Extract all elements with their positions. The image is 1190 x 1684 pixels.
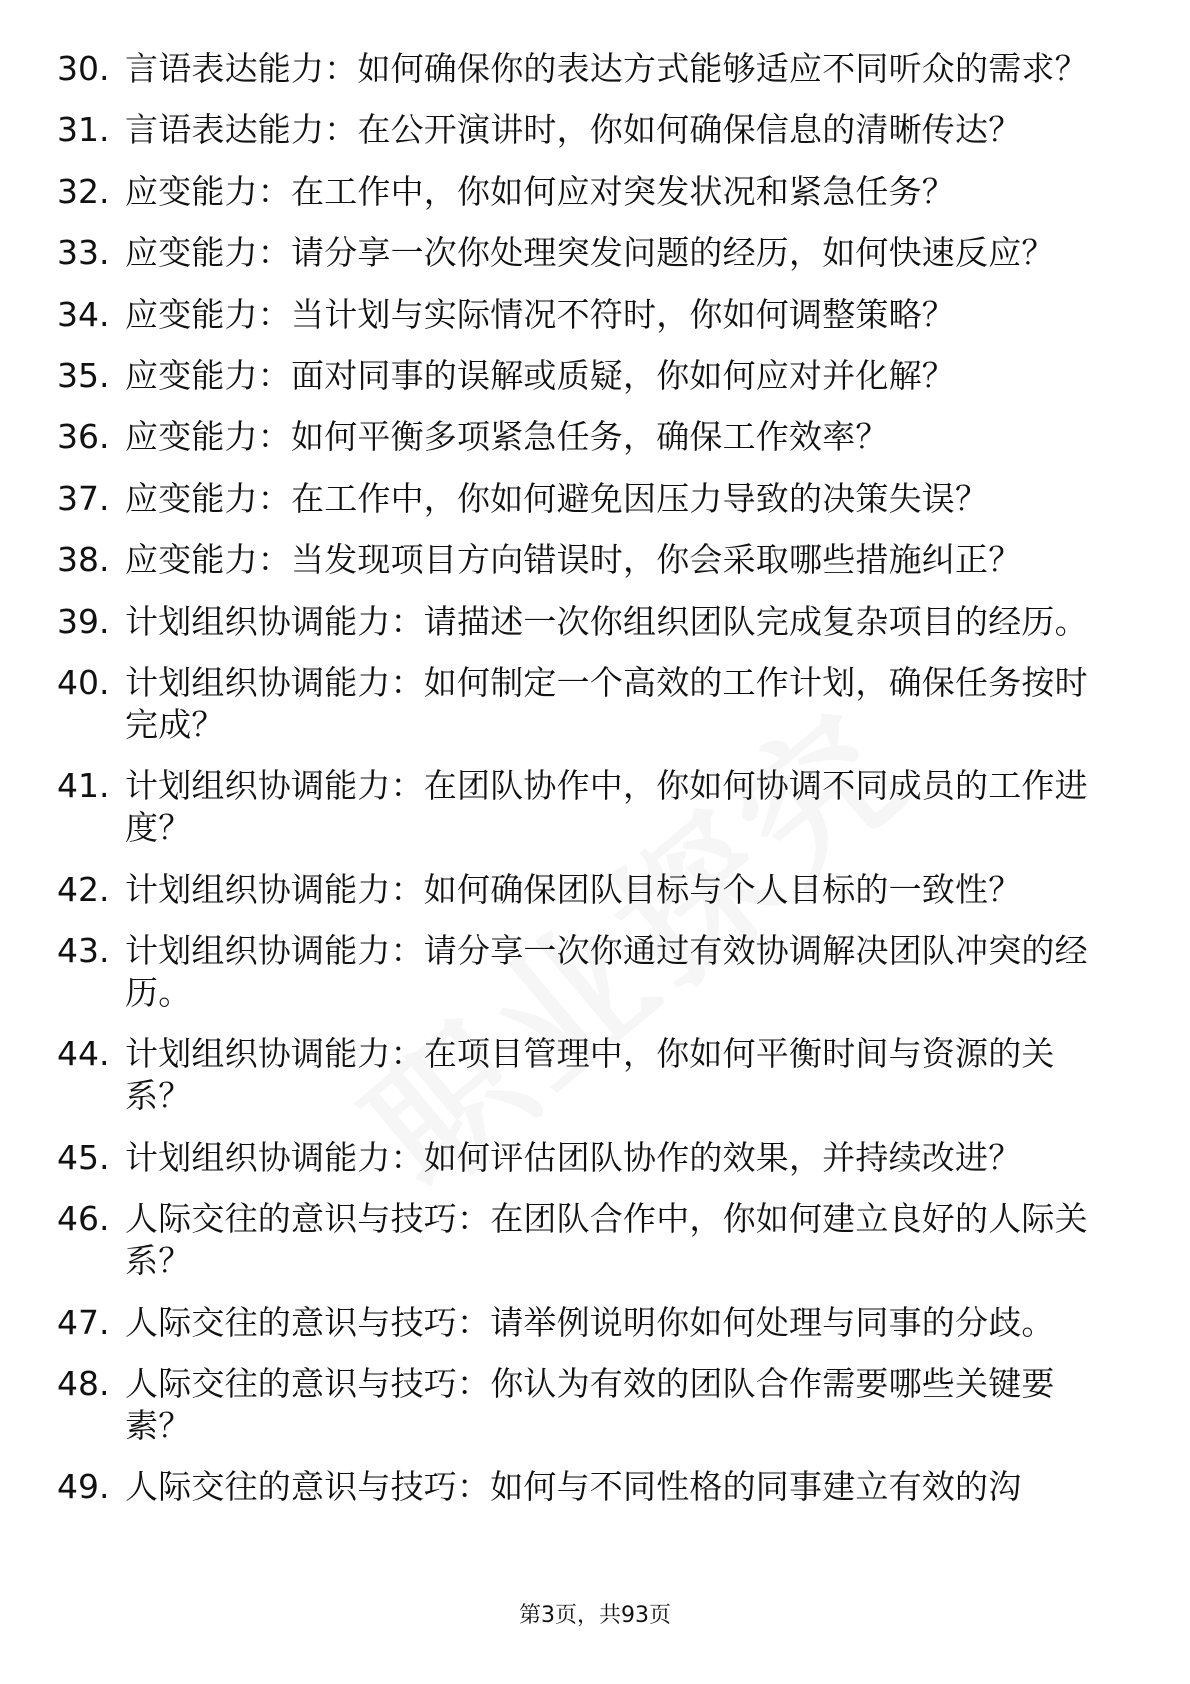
list-item bbox=[57, 930, 1117, 1014]
question-list bbox=[57, 48, 1117, 1528]
list-item bbox=[57, 355, 1117, 397]
question-number: 41. bbox=[57, 766, 110, 806]
question-text: 计划组织协调能力：如何制定一个高效的工作计划，确保任务按时完成？ bbox=[125, 662, 1088, 744]
list-item bbox=[57, 1033, 1117, 1117]
list-item bbox=[57, 232, 1117, 274]
question-number: 39. bbox=[57, 601, 110, 641]
list-item bbox=[57, 662, 1117, 746]
question-number: 37. bbox=[57, 478, 110, 518]
list-item bbox=[57, 869, 1117, 911]
question-number: 42. bbox=[57, 869, 110, 909]
question-text: 计划组织协调能力：在项目管理中，你如何平衡时间与资源的关系？ bbox=[125, 1034, 1055, 1116]
list-item bbox=[57, 171, 1117, 213]
question-text: 应变能力：在工作中，你如何应对突发状况和紧急任务？ bbox=[125, 171, 955, 211]
question-text: 计划组织协调能力：请分享一次你通过有效协调解决团队冲突的经历。 bbox=[125, 931, 1088, 1013]
question-number: 44. bbox=[57, 1034, 110, 1074]
question-number: 34. bbox=[57, 294, 110, 334]
question-text: 人际交往的意识与技巧：如何与不同性格的同事建立有效的沟 bbox=[125, 1467, 1022, 1507]
question-number: 36. bbox=[57, 417, 110, 457]
list-item bbox=[57, 478, 1117, 520]
question-number: 31. bbox=[57, 110, 110, 150]
question-text: 计划组织协调能力：请描述一次你组织团队完成复杂项目的经历。 bbox=[125, 601, 1088, 641]
question-number: 40. bbox=[57, 662, 110, 702]
list-item bbox=[57, 48, 1117, 90]
list-item bbox=[57, 1137, 1117, 1179]
list-item bbox=[57, 765, 1117, 849]
question-number: 48. bbox=[57, 1364, 110, 1404]
question-number: 38. bbox=[57, 540, 110, 580]
question-text: 应变能力：当计划与实际情况不符时，你如何调整策略？ bbox=[125, 294, 955, 334]
list-item bbox=[57, 1466, 1117, 1508]
list-item bbox=[57, 1363, 1117, 1447]
question-text: 应变能力：如何平衡多项紧急任务，确保工作效率？ bbox=[125, 417, 889, 457]
list-item bbox=[57, 539, 1117, 581]
question-number: 35. bbox=[57, 355, 110, 395]
page-footer: 第3页，共93页 bbox=[519, 1603, 671, 1628]
question-text: 计划组织协调能力：在团队协作中，你如何协调不同成员的工作进度？ bbox=[125, 766, 1088, 848]
list-item bbox=[57, 294, 1117, 336]
question-number: 46. bbox=[57, 1199, 110, 1239]
question-text: 言语表达能力：如何确保你的表达方式能够适应不同听众的需求？ bbox=[125, 49, 1088, 88]
question-number: 49. bbox=[57, 1467, 110, 1507]
question-text: 人际交往的意识与技巧：在团队合作中，你如何建立良好的人际关系？ bbox=[125, 1199, 1088, 1281]
list-item bbox=[57, 109, 1117, 151]
question-number: 32. bbox=[57, 171, 110, 211]
question-text: 计划组织协调能力：如何确保团队目标与个人目标的一致性？ bbox=[125, 869, 1022, 909]
question-text: 计划组织协调能力：如何评估团队协作的效果，并持续改进？ bbox=[125, 1137, 1022, 1177]
question-number: 45. bbox=[57, 1137, 110, 1177]
list-item bbox=[57, 1302, 1117, 1344]
question-text: 言语表达能力：在公开演讲时，你如何确保信息的清晰传达？ bbox=[125, 110, 1022, 150]
question-number: 47. bbox=[57, 1302, 110, 1342]
question-number: 43. bbox=[57, 931, 110, 971]
question-text: 人际交往的意识与技巧：请举例说明你如何处理与同事的分歧。 bbox=[125, 1302, 1055, 1342]
list-item bbox=[57, 601, 1117, 643]
question-number: 33. bbox=[57, 233, 110, 273]
question-text: 应变能力：当发现项目方向错误时，你会采取哪些措施纠正？ bbox=[125, 540, 1022, 580]
question-text: 应变能力：在工作中，你如何避免因压力导致的决策失误？ bbox=[125, 478, 989, 518]
list-item bbox=[57, 416, 1117, 458]
question-text: 应变能力：面对同事的误解或质疑，你如何应对并化解？ bbox=[125, 355, 955, 395]
list-item bbox=[57, 1198, 1117, 1282]
question-number: 30. bbox=[57, 49, 110, 88]
question-text: 应变能力：请分享一次你处理突发问题的经历，如何快速反应？ bbox=[125, 233, 1055, 273]
question-text: 人际交往的意识与技巧：你认为有效的团队合作需要哪些关键要素？ bbox=[125, 1364, 1055, 1446]
